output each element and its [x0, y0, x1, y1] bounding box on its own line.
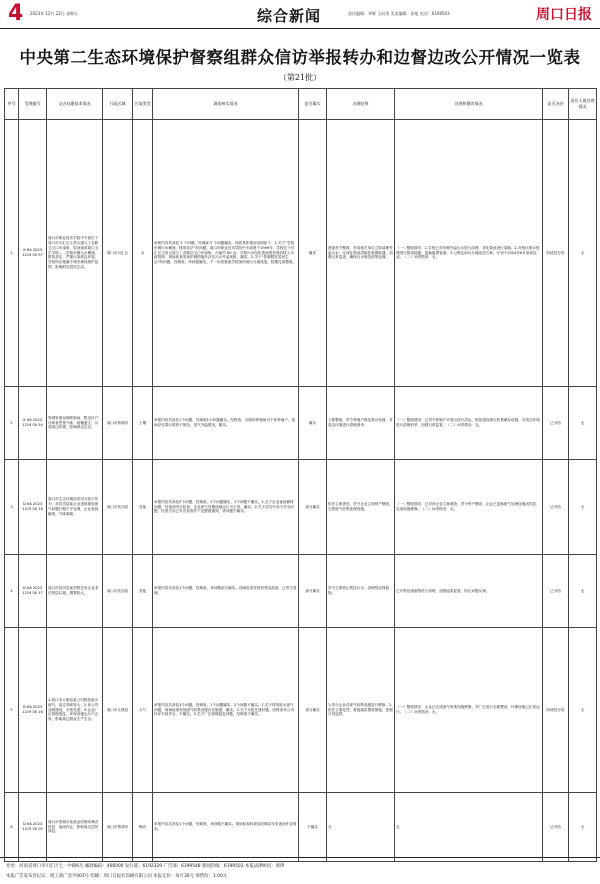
- cell-text-district: 周口市川汇区: [106, 250, 129, 255]
- cell-accountability: [569, 387, 597, 460]
- cell-text-truth: 属实: [308, 250, 317, 255]
- cell-result: [327, 628, 395, 793]
- cell-problem: [47, 460, 103, 555]
- header-district: 行政区域: [103, 89, 133, 120]
- cell-text-closed: 阶段性办结: [546, 250, 565, 255]
- cell-text-no: 5: [10, 707, 13, 712]
- cell-text-accountability: 无: [580, 504, 585, 509]
- cell-closed: [543, 628, 569, 793]
- cell-text-pollution: 土壤: [138, 420, 147, 425]
- cell-problem: [47, 793, 103, 862]
- dateline: 2023年 12月 22日 星期五: [30, 11, 79, 16]
- table-row: [5, 120, 597, 387]
- footer: [0, 857, 600, 884]
- cell-text-accountability: 无: [580, 250, 585, 255]
- cell-code: [19, 120, 47, 387]
- cell-rectification: [395, 628, 543, 793]
- cell-text-rectification: （一）整改情况：已对该企业立案调查，责令停产整改；企业已更换废气处理设施活性炭，完成设施维修。（二）问责情况：无。: [396, 502, 540, 511]
- cell-text-investigation: 举报内容共涉及2个问题，经调查，1个问题属实，1个问题不属实。1.关于企业夜间偷排问题，经夜间突击检查，企业废气处理设施运行不正常，属实。2.关于扶沟分局不作为问题，经查分局已多次检查并下达整改通知，该问题不属实。: [154, 499, 294, 514]
- cell-text-district: 周口市扶沟县: [106, 588, 129, 593]
- cell-text-code: D.HA 2023 1219 00 05: [22, 822, 43, 831]
- cell-text-truth: 不属实: [307, 824, 318, 829]
- cell-truth: [299, 387, 327, 460]
- cell-accountability: [569, 555, 597, 628]
- table-header-row: [5, 89, 597, 120]
- cell-text-accountability: 无: [580, 824, 585, 829]
- cell-text-rectification: （一）整改情况：已责令养殖户对粪污进行清运，规范建设粪污收集储存设施，对周边环境进行清理消杀，加强日常监管。（二）问责情况：无。: [396, 418, 540, 427]
- cell-pollution: [133, 387, 153, 460]
- newspaper-logo: 周口日报: [536, 7, 592, 23]
- cell-rectification: [395, 387, 543, 460]
- header-investigation: 调查核实情况: [153, 89, 299, 120]
- cell-investigation: [153, 793, 299, 862]
- cell-text-closed: 已办结: [550, 824, 561, 829]
- cell-text-code: D.HA 2023 1219 00 17: [22, 586, 43, 595]
- cell-text-truth: 属实: [308, 420, 317, 425]
- header-code: 受理编号: [19, 89, 47, 120]
- cell-text-problem: 1.周口市太康县某公司排放废水废气，周边异味较大；2.该公司违规建设，未批先建；3.企业厂区管理混乱，环保设施运行不正常，影响周边群众生产生活。: [48, 697, 99, 722]
- section-title: 综合新闻: [257, 7, 322, 25]
- cell-text-closed: 已办结: [550, 588, 561, 593]
- cell-text-investigation: 举报内容共涉及1个问题，经调查1个问题属实。经核查，反映的养殖场为个体养殖户，现场存在粪污堆放不规范、臭气外溢情况，属实。: [154, 418, 296, 427]
- cell-truth: [299, 555, 327, 628]
- cell-closed: [543, 460, 569, 555]
- table-row: [5, 628, 597, 793]
- cell-text-pollution: 水: [140, 250, 145, 255]
- page-number: 4: [8, 1, 24, 26]
- cell-text-problem: 周口市职业技术学院中专部位于周口市川汇区文昌大道与工农路交叉口东南角，原河南省周口卫生学校……学校东侧污水横流，排放非法，严重污染周边环境，学校所在地属于城市黄线保护范围，影响附近居民生活。: [48, 236, 99, 270]
- header-result: 办理结果: [327, 89, 395, 120]
- cell-text-result: 责令立即停止焚烧行为，清理焚烧残留物。: [328, 586, 390, 595]
- cell-text-problem: 周口市扶沟县某村附近有企业非法焚烧垃圾，烟雾较大。: [48, 586, 99, 595]
- cell-text-no: 6: [10, 824, 13, 829]
- cell-investigation: [153, 120, 299, 387]
- cell-text-problem: 周口市郑城市某废品收购站噪音扰民，夜间作业，影响周边居民休息。: [48, 819, 99, 834]
- cell-rectification: [395, 460, 543, 555]
- cell-district: [103, 628, 133, 793]
- cell-result: [327, 120, 395, 387]
- cell-truth: [299, 120, 327, 387]
- header-no: 序号: [5, 89, 19, 120]
- cell-rectification: [395, 555, 543, 628]
- cell-text-truth: 部分属实: [305, 588, 320, 593]
- masthead: [0, 0, 600, 29]
- cell-closed: [543, 387, 569, 460]
- cell-pollution: [133, 628, 153, 793]
- cell-district: [103, 555, 133, 628]
- cell-problem: [47, 628, 103, 793]
- cell-district: [103, 120, 133, 387]
- cell-truth: [299, 628, 327, 793]
- cell-district: [103, 793, 133, 862]
- cell-text-closed: 已办结: [550, 420, 561, 425]
- cell-text-result: 立即整改，责令养殖户规范粪污处理，对周边环境进行清理消杀。: [328, 418, 393, 427]
- page-subtitle: （第21批）: [278, 73, 322, 82]
- report-table: [4, 88, 597, 862]
- page-title: 中央第二生态环境保护督察组群众信访举报转办和边督边改公开情况一览表: [19, 48, 581, 67]
- editors-line: 责任编辑：李辉 王同贵 美术编辑：张旭 电话：6199503: [348, 11, 450, 16]
- cell-pollution: [133, 793, 153, 862]
- footer-line-1: 社址：河南省周口市川汇区七一中路6号 邮政编码：466000 发行部：6192329 广告部：6199548 新闻热线：6199503 本报法律顾问：梁律: [6, 864, 285, 869]
- cell-result: [327, 555, 395, 628]
- cell-result: [327, 460, 395, 555]
- cell-no: [5, 628, 19, 793]
- cell-text-accountability: 无: [580, 420, 585, 425]
- table-row: [5, 555, 597, 628]
- cell-problem: [47, 555, 103, 628]
- cell-text-investigation: 举报内容共涉及 2 个问题。经调查 2 个问题属实。现将具体情况说明如下：1.关于“学校东侧污水横流，排放非法”的问题。周口市职业技术学院中专部建于1999年，学校位于川汇区文昌大道与工农路交叉口东南角，占地约 80 亩。学校污水经化粪池预处理后排入市政管网，现场检查发现东侧围墙外存在污水外溢现象，属实。2.关于“影响附近居民生活”的问题。经调查，该问题属实。下一步将督促学校加快雨污分流改造，按期完成整改。: [154, 240, 297, 265]
- cell-text-result: 督促责令整改，责成相关单位立即清理外溢污水，完成化粪池清掏及管网疏通，加强日常巡查，确保污水规范收集处理。: [328, 245, 393, 260]
- cell-text-accountability: 无: [580, 588, 585, 593]
- cell-rectification: [395, 120, 543, 387]
- cell-no: [5, 460, 19, 555]
- cell-investigation: [153, 628, 299, 793]
- header-pollution: 污染类型: [133, 89, 153, 120]
- cell-text-district: 周口市扶沟县: [106, 504, 129, 509]
- cell-text-code: D.HA 2023 1219 00 16: [22, 705, 43, 714]
- cell-text-district: 周口市太康县: [106, 707, 129, 712]
- cell-investigation: [153, 387, 299, 460]
- cell-text-result: 依法立案查处，责令企业立即停产整改，完善废气收集处理设施。: [328, 502, 393, 511]
- cell-text-code: X.HA 2023 1219 00 97: [22, 248, 43, 257]
- cell-text-no: 1: [10, 250, 13, 255]
- header-truth: 是否属实: [299, 89, 327, 120]
- cell-problem: [47, 387, 103, 460]
- cell-district: [103, 387, 133, 460]
- report-table-wrap: [4, 88, 596, 862]
- cell-code: [19, 460, 47, 555]
- cell-text-result: 1.责令企业对废气收集设施进行维修；2.依法立案处罚，督促落实整改措施，加强日常监管。: [328, 702, 393, 717]
- cell-text-rectification: 无: [396, 824, 400, 829]
- cell-truth: [299, 460, 327, 555]
- cell-text-code: X.HA 2023 1219 00 54: [22, 418, 43, 427]
- cell-text-pollution: 其他: [138, 588, 147, 593]
- cell-text-truth: 部分属实: [305, 707, 320, 712]
- cell-text-investigation: 举报内容共涉及3个问题，经调查，1个问题属实，2个问题不属实。1.关于排放废水废气问题，现场检查发现废气收集设施存在破损，属实。2.关于未批先建问题，经核查该公司环评手续齐全，不属实。3.关于厂区管理混乱问题，经核查不属实。: [154, 702, 294, 717]
- footer-line-2: 本报广告发布登记证：周工商广登字001号 印刷：周口日报社印刷有限公司 本报定价：每月30元 零售价：1.00元: [6, 874, 228, 879]
- table-row: [5, 460, 597, 555]
- cell-text-truth: 部分属实: [305, 504, 320, 509]
- cell-rectification: [395, 793, 543, 862]
- cell-accountability: [569, 793, 597, 862]
- cell-text-district: 周口市郑城市: [106, 420, 129, 425]
- cell-code: [19, 555, 47, 628]
- cell-pollution: [133, 120, 153, 387]
- cell-text-problem: 郑城家园北侧养殖场，附近住户反映有恶臭气味、蚊蝇滋生，污染周边环境，影响群众生活。: [48, 415, 99, 430]
- cell-text-rectification: （一）整改情况：企业已完成废气收集设施维修，对厂区进行全面整治，环保设施已正常运行。（二）问责情况：无。: [396, 705, 540, 714]
- cell-code: [19, 387, 47, 460]
- cell-text-closed: 已办结: [550, 504, 561, 509]
- cell-text-result: 无: [328, 824, 332, 829]
- cell-closed: [543, 120, 569, 387]
- cell-text-investigation: 举报内容共涉及1个问题，经调查，该问题部分属实。现场检查发现有焚烧痕迹，已责令清理。: [154, 586, 297, 595]
- cell-no: [5, 555, 19, 628]
- cell-text-investigation: 举报内容共涉及1个问题，经调查，该问题不属实。现场检查时废品收购站未见夜间作业情况。: [154, 822, 297, 831]
- cell-text-code: D.HA 2023 1219 00 18: [22, 502, 43, 511]
- cell-accountability: [569, 120, 597, 387]
- cell-closed: [543, 555, 569, 628]
- cell-text-district: 周口市郑城市: [106, 824, 129, 829]
- cell-text-pollution: 其他: [138, 504, 147, 509]
- cell-no: [5, 387, 19, 460]
- cell-investigation: [153, 555, 299, 628]
- cell-text-problem: 周口市生态环境局扶沟分局不作为，对扶沟县某企业违规排放废气问题长期不予处理，企业夜间偷排，气味刺鼻。: [48, 497, 99, 516]
- cell-text-accountability: 无: [580, 707, 585, 712]
- cell-text-rectification: （一）整改情况：1.学校已对东侧外溢污水进行清理，对化粪池进行清掏；2.对校区排水管网进行排查疏通，更换破损管道；3.已制定雨污分流改造方案，计划于2024年6月底前完成。（二）问责情况：无。: [396, 245, 540, 260]
- cell-text-no: 2: [10, 420, 13, 425]
- cell-result: [327, 793, 395, 862]
- cell-pollution: [133, 460, 153, 555]
- cell-text-rectification: 已对焚烧残留物进行清理，加强巡查监管，防止问题反弹。: [396, 588, 490, 593]
- cell-text-no: 3: [10, 504, 13, 509]
- header-accountability: 责任人被处理情况: [569, 89, 597, 120]
- cell-district: [103, 460, 133, 555]
- cell-pollution: [133, 555, 153, 628]
- cell-accountability: [569, 628, 597, 793]
- cell-investigation: [153, 460, 299, 555]
- table-row: [5, 387, 597, 460]
- cell-text-closed: 阶段性办结: [546, 707, 565, 712]
- header-rectification: 处理和整改情况: [395, 89, 543, 120]
- cell-closed: [543, 793, 569, 862]
- cell-code: [19, 628, 47, 793]
- cell-text-pollution: 噪音: [138, 824, 147, 829]
- cell-no: [5, 120, 19, 387]
- cell-result: [327, 387, 395, 460]
- cell-text-no: 4: [10, 588, 13, 593]
- header-closed: 是否办结: [543, 89, 569, 120]
- cell-text-pollution: 大气: [138, 707, 147, 712]
- table-row: [5, 793, 597, 862]
- cell-problem: [47, 120, 103, 387]
- cell-code: [19, 793, 47, 862]
- cell-accountability: [569, 460, 597, 555]
- cell-no: [5, 793, 19, 862]
- header-problem: 交办问题基本情况: [47, 89, 103, 120]
- cell-truth: [299, 793, 327, 862]
